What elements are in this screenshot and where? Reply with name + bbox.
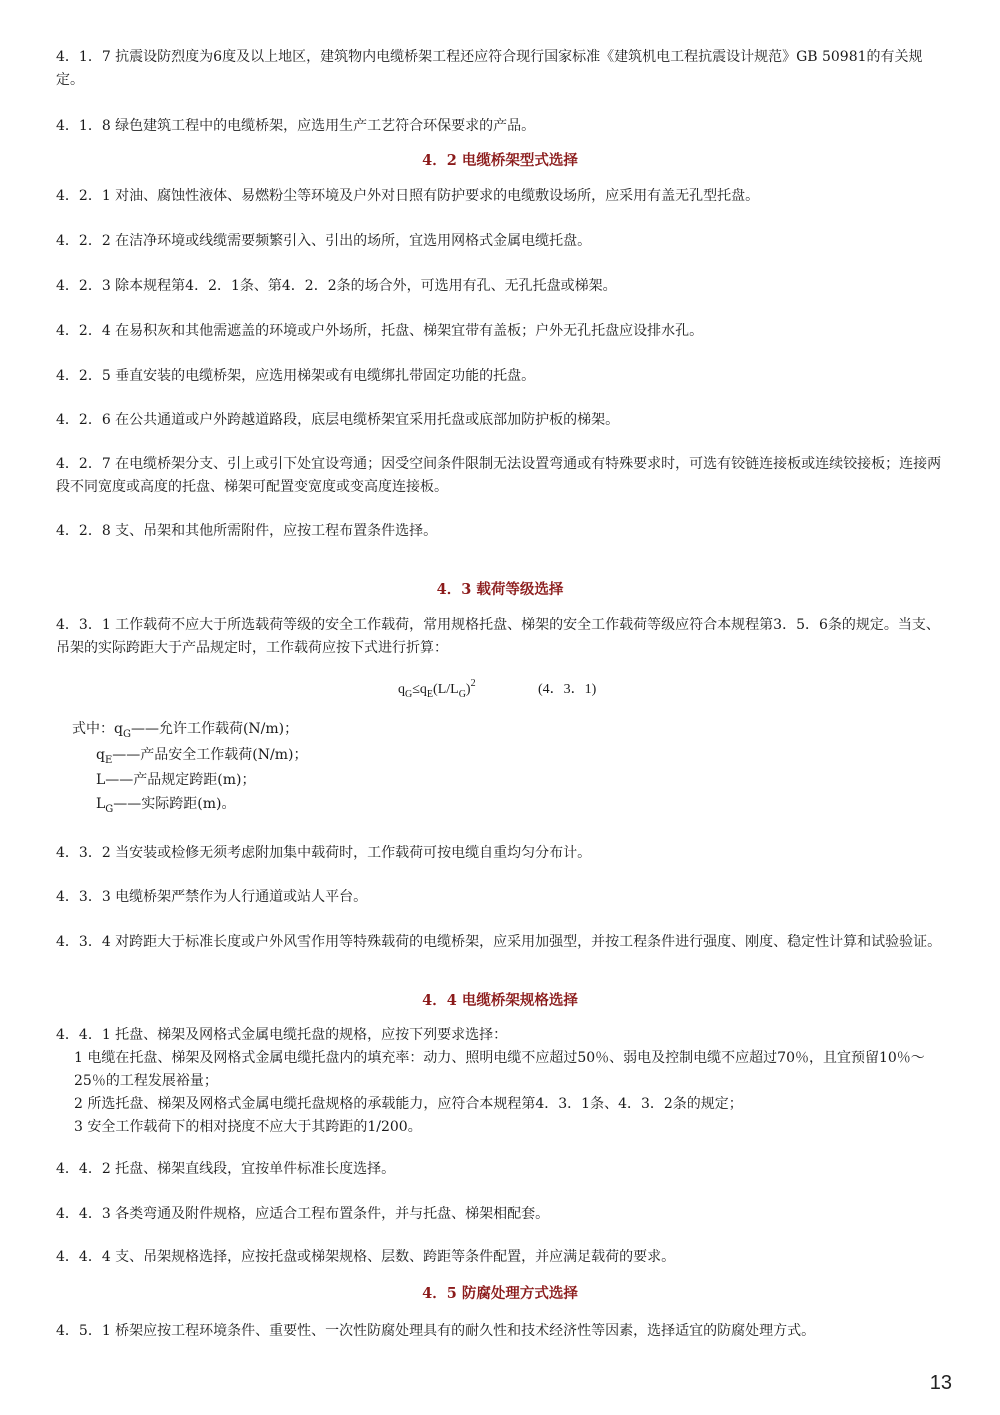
definition-LG: $L_G——$实际跨距(m)。 bbox=[96, 796, 236, 815]
clause-4-2-2: 4．2．2 在洁净环境或线缆需要频繁引入、引出的场所，宜选用网格式金属电缆托盘。 bbox=[56, 233, 592, 249]
formula-number: (4．3．1) bbox=[538, 682, 597, 697]
definition-qE: $q_E——$产品安全工作载荷(N/m)； bbox=[96, 747, 308, 766]
clause-4-4-3: 4．4．3 各类弯通及附件规格，应适合工程布置条件，并与托盘、梯架相配套。 bbox=[56, 1206, 550, 1222]
clause-4-4-2: 4．4．2 托盘、梯架直线段，宜按单件标准长度选择。 bbox=[56, 1161, 396, 1177]
formula-definitions bbox=[72, 718, 298, 740]
clause-4-3-2: 4．3．2 当安装或检修无须考虑附加集中载荷时，工作载荷可按电缆自重均匀分布计。 bbox=[56, 845, 592, 861]
clause-4-2-5: 4．2．5 垂直安装的电缆桥架，应选用梯架或有电缆绑扎带固定功能的托盘。 bbox=[56, 368, 536, 384]
clause-4-2-3: 4．2．3 除本规程第4．2．1条、第4．2．2条的场合外，可选用有孔、无孔托盘或梯架。 bbox=[56, 278, 617, 294]
clause-4-4-4: 4．4．4 支、吊架规格选择，应按托盘或梯架规格、层数、跨距等条件配置，并应满足载荷的要求。 bbox=[56, 1249, 676, 1265]
definition-qG: 式中：$q_G——$允许工作载荷(N/m)； bbox=[72, 721, 299, 740]
clause-4-4-1-item-1: 1 电缆在托盘、梯架及网格式金属电缆托盘内的填充率：动力、照明电缆不应超过50％、弱电及控制电缆不应超过70％，且宜预留10％～25％的工程发展裕量； bbox=[74, 1050, 925, 1089]
clause-4-4-1-item-2: 2 所选托盘、梯架及网格式金属电缆托盘规格的承载能力，应符合本规程第4．3．1条、4．3．2条的规定； bbox=[74, 1096, 743, 1112]
clause-4-2-7: 4．2．7 在电缆桥架分支、引上或引下处宜设弯通；因受空间条件限制无法设置弯通或有特殊要求时，可选有铰链连接板或连续铰接板；连接两段不同宽度或高度的托盘、梯架可配置变宽度或变高度连接板。 bbox=[56, 456, 942, 495]
section-heading-4-5: 4．5 防腐处理方式选择 bbox=[422, 1285, 578, 1302]
clause-4-1-7: 4．1．7 抗震设防烈度为6度及以上地区，建筑物内电缆桥架工程还应符合现行国家标准《建筑机电工程抗震设计规范》GB 50981的有关规定。 bbox=[56, 49, 923, 88]
definition-lead: 式中： bbox=[72, 721, 114, 737]
clause-4-4-1: 4．4．1 托盘、梯架及网格式金属电缆托盘的规格，应按下列要求选择： bbox=[56, 1027, 508, 1043]
page-number: 13 bbox=[929, 1372, 952, 1394]
clause-4-4-1-item-3: 3 安全工作载荷下的相对挠度不应大于其跨距的1/200。 bbox=[74, 1119, 422, 1135]
clause-4-3-1: 4．3．1 工作载荷不应大于所选载荷等级的安全工作载荷，常用规格托盘、梯架的安全工作载荷等级应符合本规程第3．5．6条的规定。当支、吊架的实际跨距大于产品规定时，工作载荷应按下式进行折算： bbox=[56, 617, 940, 656]
clause-4-2-6: 4．2．6 在公共通道或户外跨越道路段，底层电缆桥架宜采用托盘或底部加防护板的梯架。 bbox=[56, 412, 620, 428]
clause-4-5-1: 4．5．1 桥架应按工程环境条件、重要性、一次性防腐处理具有的耐久性和技术经济性等因素，选择适宜的防腐处理方式。 bbox=[56, 1323, 816, 1339]
clause-4-2-1: 4．2．1 对油、腐蚀性液体、易燃粉尘等环境及户外对日照有防护要求的电缆敷设场所，应采用有盖无孔型托盘。 bbox=[56, 188, 760, 204]
section-heading-4-4: 4．4 电缆桥架规格选择 bbox=[422, 992, 578, 1009]
definition-L: L——产品规定跨距(m)； bbox=[96, 772, 256, 788]
clause-4-3-4: 4．3．4 对跨距大于标准长度或户外风雪作用等特殊载荷的电缆桥架，应采用加强型，并按工程条件进行强度、刚度、稳定性计算和试验验证。 bbox=[56, 934, 942, 950]
clause-4-2-8: 4．2．8 支、吊架和其他所需附件，应按工程布置条件选择。 bbox=[56, 523, 438, 539]
clause-4-3-3: 4．3．3 电缆桥架严禁作为人行通道或站人平台。 bbox=[56, 889, 368, 905]
section-heading-4-3: 4．3 载荷等级选择 bbox=[436, 581, 564, 598]
clause-4-1-8: 4．1．8 绿色建筑工程中的电缆桥架，应选用生产工艺符合环保要求的产品。 bbox=[56, 118, 536, 134]
clause-4-2-4: 4．2．4 在易积灰和其他需遮盖的环境或户外场所，托盘、梯架宜带有盖板；户外无孔托盘应设排水孔。 bbox=[56, 323, 704, 339]
formula-4-3-1: $q_G\le q_E(L/L_G)^2$ bbox=[398, 678, 476, 700]
section-heading-4-2: 4．2 电缆桥架型式选择 bbox=[422, 152, 578, 169]
